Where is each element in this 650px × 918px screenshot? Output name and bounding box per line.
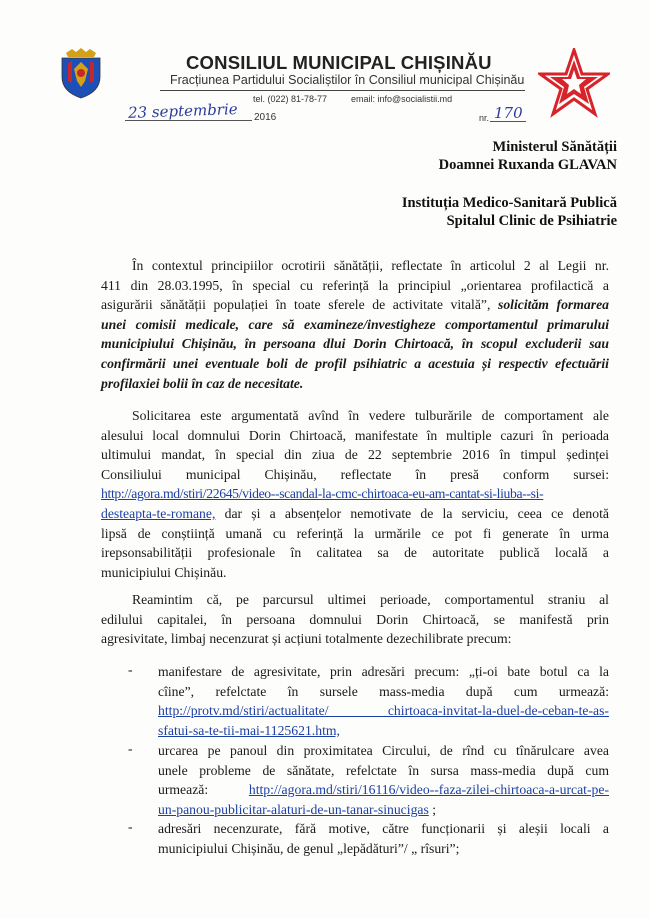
li1-line-2: cîine”, refelctate în sursele mass-media după cum urmează: [158,683,609,699]
p1-bold-line-3: confirmării unei eventuale boli de profil psihiatric a acestuia și respectiv efectuării [101,355,609,371]
header-divider [160,90,525,91]
addressee-hospital: Spitalul Clinic de Psihiatrie [446,213,617,229]
li2-line-1: urcarea pe panoul din proximitatea Circului, de rînd cu tînărulcare avea [158,743,609,758]
list-bullet-2: - [128,741,133,756]
list-item-billboard [158,741,609,819]
agora-billboard-link-cont[interactable]: un-panou-publicitar-alaturi-de-un-tanar-sinucigas [158,801,429,817]
list-item-insults [158,819,609,858]
p1-bold-line-1: unei comisii medicale, care să examineze/investigheze comportamentul primarului [101,316,609,332]
p2-line-2: alesului local domnului Dorin Chirtoacă, manifestate în multiple cazuri în perioada [101,427,609,443]
list-item-aggression [158,662,609,740]
list-bullet-3: - [128,819,133,834]
li1-link-line-1 [158,701,609,721]
p2-after-link-text: dar și a absențelor nemotivate de la serviciu, ceea ce denotă [215,505,609,521]
p3-line-3: agresivitate, limbaj necenzurat și acțiuni totalmente dezechilibrate precum: [101,631,512,647]
paragraph-request [101,256,609,393]
p1-bold-start: solicităm formarea [498,297,609,313]
p2-line-end-1: lipsă de conștiință umană cu referință la urmările ce pot fi generate în urma [101,525,609,541]
li1-link-line-2 [158,721,609,741]
number-underline [490,121,526,122]
p1-bold-line-4: profilaxiei bolii în caz de necesitate. [101,375,304,391]
li2-line-2: unele probleme de sănătate, refelctate în sursa mass-media după cum [158,762,609,778]
p3-line-2: edilului capitalei, în persoana domnului Dorin Chirtoacă, se manifestă prin [101,611,609,627]
p2-line-3: ultimului mandat, în special din ziua de 22 septembrie 2016 în timpul ședinței [101,447,609,463]
faction-subtitle: Fracțiunea Partidului Socialiștilor în Consiliul municipal Chișinău [170,73,525,87]
li3-line-1: adresări necenzurate, fără motive, către funcționarii și aleșii locali a [158,821,609,836]
number-label: nr. [479,113,490,123]
protv-duel-link-cont[interactable]: sfatui-sa-te-tii-mai-1125621.htm, [158,722,340,738]
date-year: 2016 [254,112,277,123]
addressee-person: Doamnei Ruxanda GLAVAN [438,157,617,173]
li1-line-1: manifestare de agresivitate, prin adresări precum: „ți-oi bate botul ca la [158,664,609,679]
p2-link-line [101,484,609,504]
p2-line-after-link [101,504,609,524]
addressee-institution: Instituția Medico-Sanitară Publică [401,195,617,211]
p1-line-3 [101,295,609,315]
li3-line-2: municipiului Chișinău, de genul „lepădături”/ „ rîsuri”; [158,840,460,856]
p3-line-1: Reamintim că, pe parcursul ultimei perioade, comportamentul straniu al [132,592,609,607]
p2-line-4: Consiliului municipal Chișinău, reflectate în presă conform sursei: [101,466,609,482]
p2-line-end-2: irepsonsabilității profesionale în calitatea sa de autoritate publică locală a [101,545,609,561]
li2-tail: ; [428,801,437,817]
header-phone: tel. (022) 81-78-77 [253,94,328,104]
p1-line-3-text: asigurării sănătății populației în toate sferele de activitate vitală”, [101,297,491,313]
header-email: email: info@socialistii.md [351,94,453,104]
agora-scandal-link-cont[interactable]: desteapta-te-romane, [101,505,216,521]
p1-line-2: 411 din 28.03.1995, în special cu referință la principiul „orientarea profilactică a [101,277,609,293]
p2-line-1: Solicitarea este argumentată avînd în vedere tulburările de comportament ale [132,408,609,423]
agora-scandal-link[interactable]: http://agora.md/stiri/22645/video--scandal-la-cmc-chirtoaca-eu-am-cantat-si-liuba--si- [101,486,544,502]
li2-link-line-2 [158,800,609,820]
handwritten-date: 23 septembrie [127,100,238,122]
li2-line-3 [158,780,609,800]
addressee-ministry: Ministerul Sănătății [492,139,617,155]
p1-line-1: În contextul principiilor ocrotirii sănătății, reflectate în articolul 2 al Legii nr. [132,258,609,273]
date-underline [125,120,252,121]
council-title: CONSILIUL MUNICIPAL CHIȘINĂU [186,52,492,73]
p2-line-end-3: municipiului Chișinău. [101,564,227,580]
chisinau-coat-of-arms-icon [58,47,104,99]
list-bullet-1: - [128,662,133,677]
li2-line-3-text: urmează: [158,782,209,798]
paragraph-behavior [101,590,609,649]
agora-billboard-link[interactable]: http://agora.md/stiri/16116/video--faza-zilei-chirtoaca-a-urcat-pe- [248,782,609,798]
p1-bold-line-2: municipiului Chișinău, în persoana dlui Dorin Chirtoacă, în scopul excluderii sau [101,336,609,352]
protv-duel-link[interactable]: http://protv.md/stiri/actualitate/ chirtoaca-invitat-la-duel-de-ceban-te-as- [158,703,609,719]
party-star-logo-icon [538,48,610,120]
paragraph-argument [101,406,609,582]
handwritten-number: 170 [494,104,523,122]
